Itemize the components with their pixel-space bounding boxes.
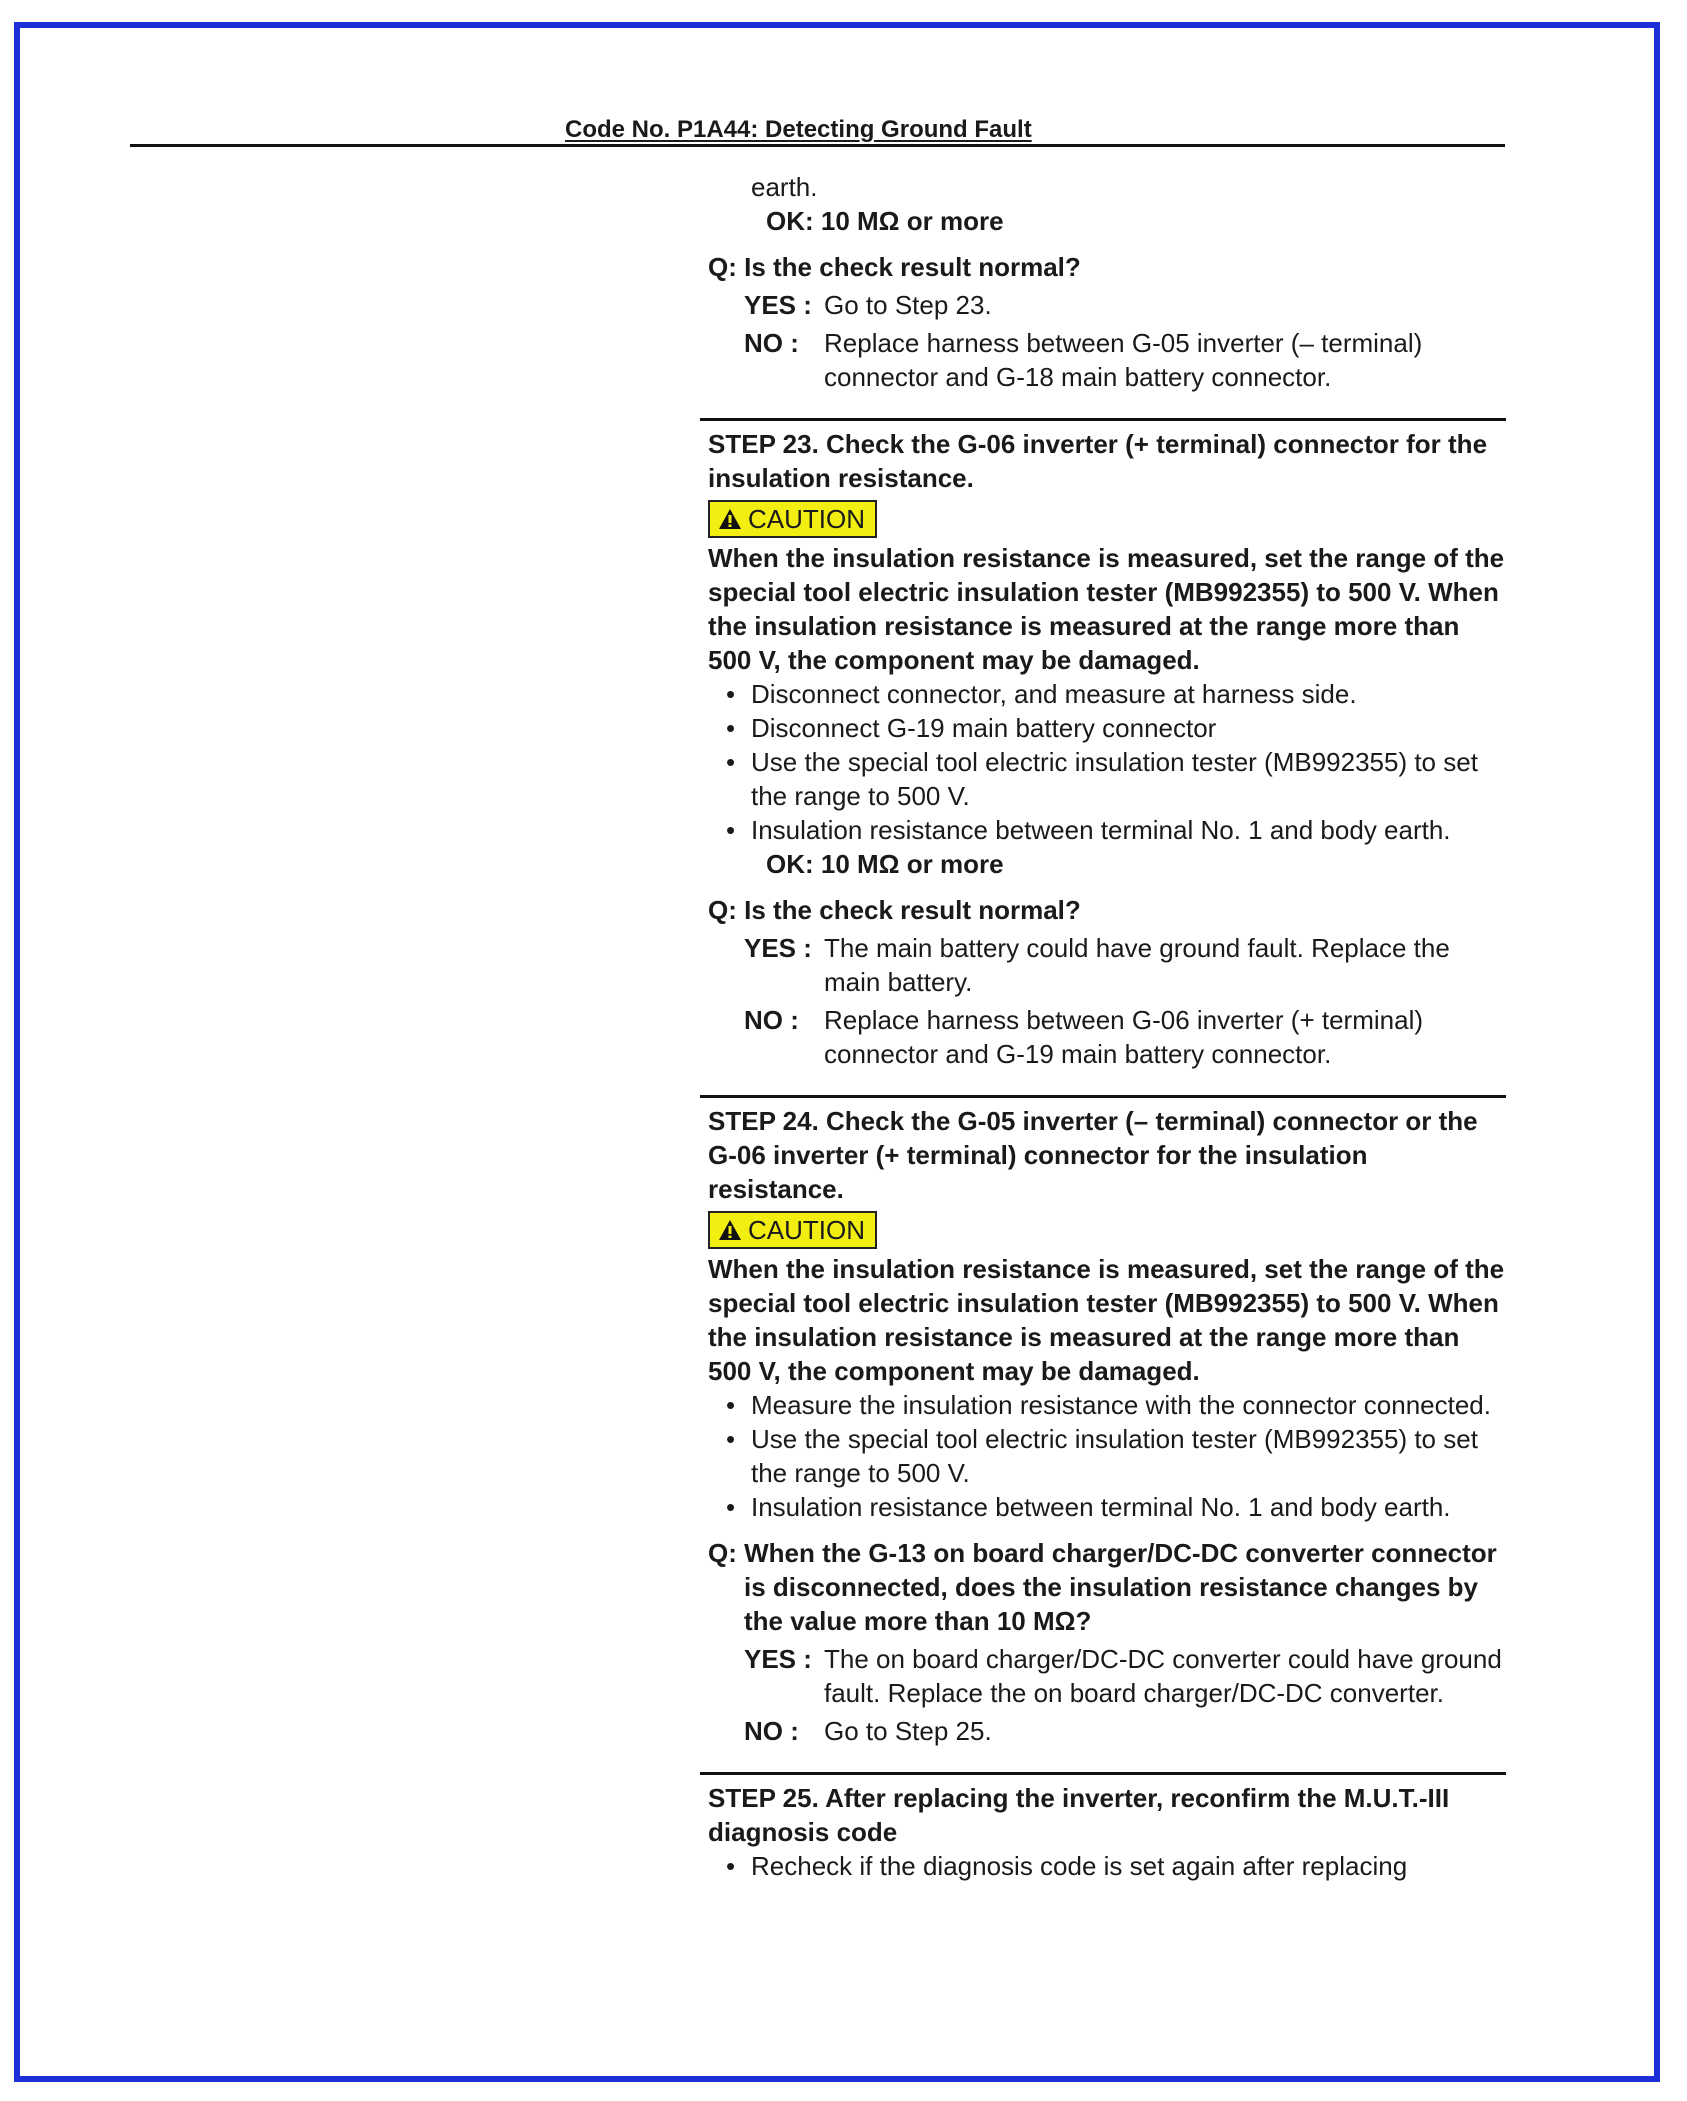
list-item: • Use the special tool electric insulation tester (MB992355) to set the range to 500 V.: [708, 1422, 1508, 1490]
caution-label: CAUTION: [748, 504, 865, 534]
step-23-title: STEP 23. Check the G-06 inverter (+ terminal) connector for the insulation resistance.: [708, 429, 1488, 493]
check-question: Q: Is the check result normal?: [708, 252, 1081, 282]
ok-criteria: OK: 10 MΩ or more: [766, 849, 1004, 879]
step-divider: [700, 1095, 1506, 1098]
header-divider: [130, 144, 1505, 147]
step-divider: [700, 1772, 1506, 1775]
yes-text: Go to Step 23.: [824, 290, 992, 320]
yes-answer: [708, 288, 1508, 322]
check-question: Q: Is the check result normal?: [708, 895, 1081, 925]
step-25-title: STEP 25. After replacing the inverter, reconfirm the M.U.T.-III diagnosis code: [708, 1783, 1450, 1847]
no-label: NO :: [744, 1005, 799, 1035]
yes-text: The on board charger/DC-DC converter could have ground fault. Replace the on board charger/DC-DC converter.: [824, 1644, 1502, 1708]
list-item: • Disconnect G-19 main battery connector: [708, 711, 1508, 745]
list-item: • Insulation resistance between terminal No. 1 and body earth.: [708, 1490, 1508, 1524]
yes-label: YES :: [744, 1644, 812, 1674]
list-item: • Recheck if the diagnosis code is set again after replacing: [708, 1849, 1508, 1883]
warning-icon: [718, 1219, 742, 1241]
no-text: Replace harness between G-05 inverter (– terminal) connector and G-18 main battery connector.: [824, 328, 1423, 392]
list-item: • Measure the insulation resistance with the connector connected.: [708, 1388, 1508, 1422]
continued-text: earth.: [751, 172, 818, 202]
page-title: Code No. P1A44: Detecting Ground Fault: [565, 116, 1032, 143]
list-item: • Insulation resistance between terminal No. 1 and body earth.: [708, 813, 1508, 847]
no-text: Go to Step 25.: [824, 1716, 992, 1746]
check-question: Q: When the G-13 on board charger/DC-DC converter connector is disconnected, does the insulation resistance changes by the value more than 10 MΩ?: [708, 1538, 1497, 1636]
no-answer: [708, 326, 1508, 394]
caution-label: CAUTION: [748, 1215, 865, 1245]
no-text: Replace harness between G-06 inverter (+ terminal) connector and G-19 main battery connector.: [824, 1005, 1424, 1069]
caution-badge: [708, 1211, 877, 1249]
procedure-content: [708, 170, 1508, 1883]
step-25-bullets: [708, 1849, 1508, 1883]
caution-text: When the insulation resistance is measured, set the range of the special tool electric insulation tester (MB992355) to 500 V. When the insulation resistance is measured at the range more than 500 V, the component may be damaged.: [708, 1254, 1505, 1386]
ok-criteria: OK: 10 MΩ or more: [766, 206, 1004, 236]
caution-badge: [708, 500, 877, 538]
step-24-title: STEP 24. Check the G-05 inverter (– terminal) connector or the G-06 inverter (+ terminal) connector for the insulation resistance.: [708, 1106, 1478, 1204]
caution-text: When the insulation resistance is measured, set the range of the special tool electric insulation tester (MB992355) to 500 V. When the insulation resistance is measured at the range more than 500 V, the component may be damaged.: [708, 543, 1505, 675]
list-item: • Disconnect connector, and measure at harness side.: [708, 677, 1508, 711]
no-label: NO :: [744, 328, 799, 358]
no-answer: [708, 1714, 1508, 1748]
yes-answer: [708, 1642, 1508, 1710]
list-item: • Use the special tool electric insulation tester (MB992355) to set the range to 500 V.: [708, 745, 1508, 813]
yes-label: YES :: [744, 290, 812, 320]
yes-label: YES :: [744, 933, 812, 963]
step-divider: [700, 418, 1506, 421]
yes-text: The main battery could have ground fault. Replace the main battery.: [824, 933, 1450, 997]
warning-icon: [718, 508, 742, 530]
step-23-bullets: [708, 677, 1508, 847]
no-answer: [708, 1003, 1508, 1071]
yes-answer: [708, 931, 1508, 999]
no-label: NO :: [744, 1716, 799, 1746]
step-24-bullets: [708, 1388, 1508, 1524]
